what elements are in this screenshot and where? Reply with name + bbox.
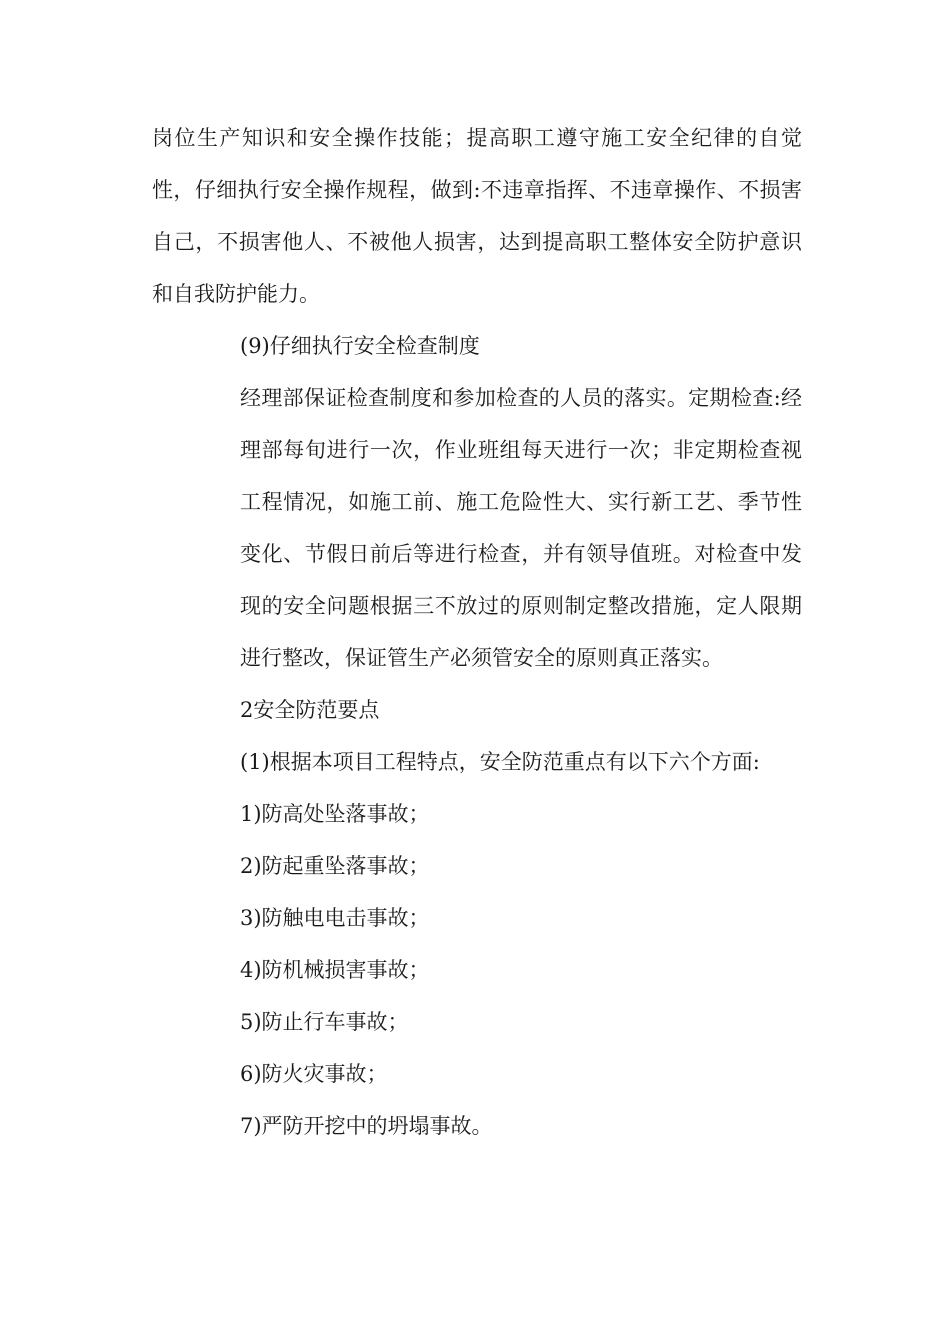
paragraph-training-continuation: 岗位生产知识和安全操作技能；提高职工遵守施工安全纪律的自觉性，仔细执行安全操作规程，做到:不违章指挥、不违章操作、不损害自己，不损害他人、不被他人损害，达到提高职工整体安全防护意识和自我防护能力。 xyxy=(152,126,802,306)
list-item: 1)防高处坠落事故； xyxy=(240,802,430,826)
list-item: 5)防止行车事故； xyxy=(240,1010,409,1034)
list-item: 4)防机械损害事故； xyxy=(240,958,430,982)
paragraph-inspection-system: 经理部保证检查制度和参加检查的人员的落实。定期检查:经理部每旬进行一次，作业班组每天进行一次；非定期检查视工程情况，如施工前、施工危险性大、实行新工艺、季节性变化、节假日前后等进行检查，并有领导值班。对检查中发现的安全问题根据三不放过的原则制定整改措施，定人限期进行整改，保证管生产必须管安全的原则真正落实。 xyxy=(240,386,802,670)
list-item: 7)严防开挖中的坍塌事故。 xyxy=(240,1114,493,1138)
paragraph-prevention-intro: (1)根据本项目工程特点，安全防范重点有以下六个方面: xyxy=(240,750,760,774)
list-item: 6)防火灾事故； xyxy=(240,1062,388,1086)
list-item: 2)防起重坠落事故； xyxy=(240,854,430,878)
list-item: 3)防触电电击事故； xyxy=(240,906,430,930)
heading-safety-inspection: (9)仔细执行安全检查制度 xyxy=(240,334,480,358)
heading-safety-prevention-points: 2安全防范要点 xyxy=(240,698,380,722)
document-body xyxy=(152,112,802,1152)
